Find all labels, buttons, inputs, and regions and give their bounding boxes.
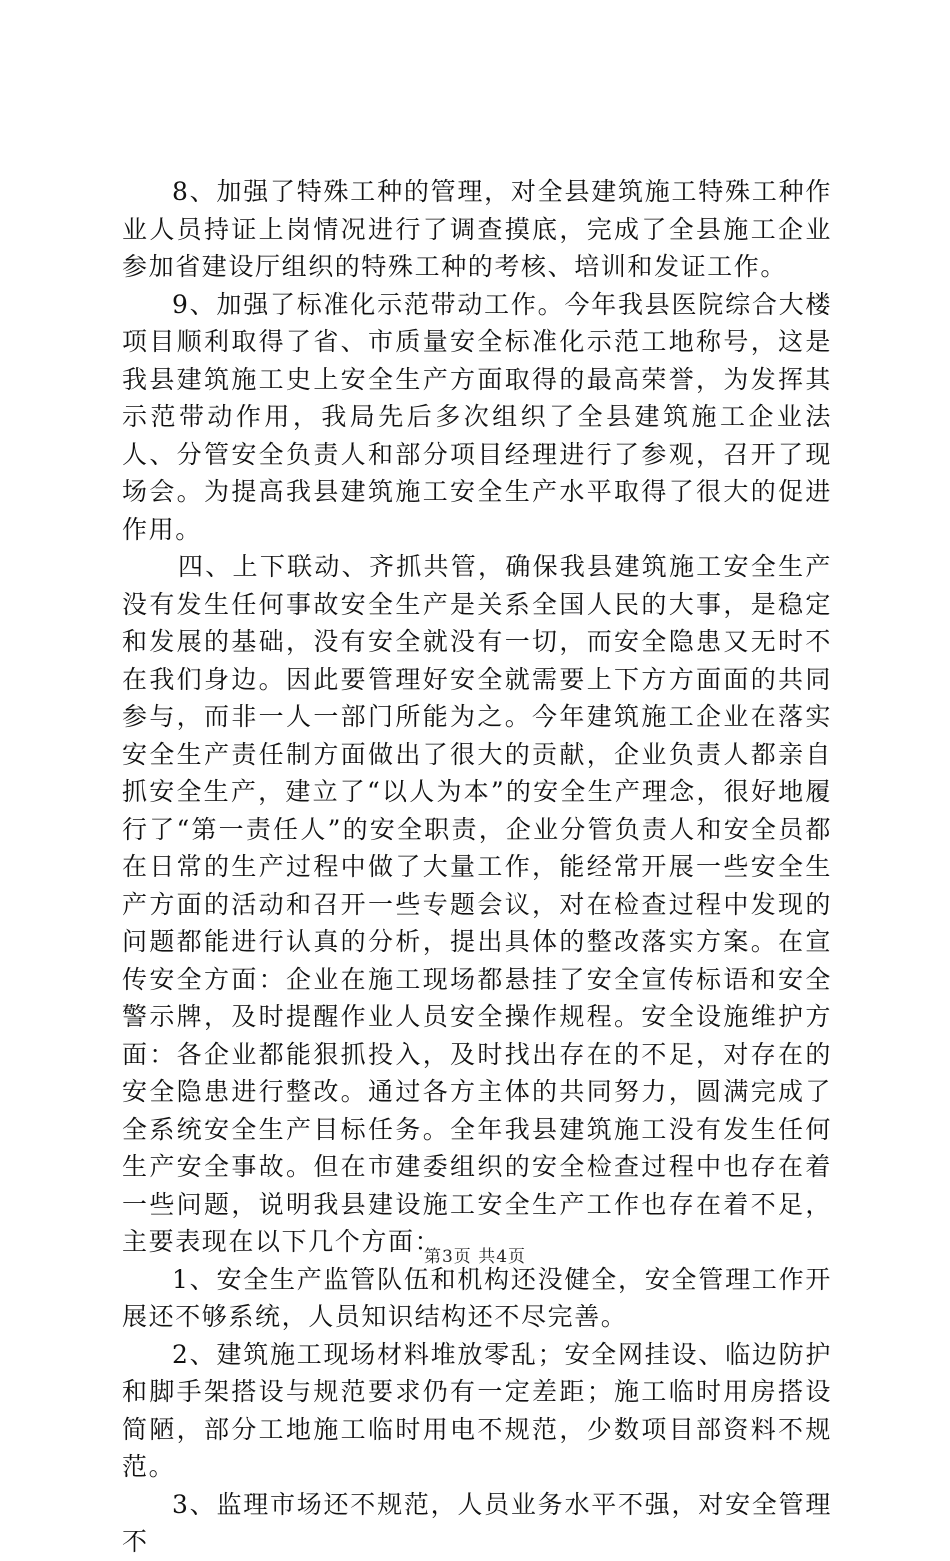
paragraph-section-4: 四、上下联动、齐抓共管，确保我县建筑施工安全生产没有发生任何事故安全生产是关系全国人民的大事，是稳定和发展的基础，没有安全就没有一切，而安全隐患又无时不在我们身边。因此要管理好安全就需要上下方方面面的共同参与，而非一人一部门所能为之。今年建筑施工企业在落实安全生产责任制方面做出了很大的贡献，企业负责人都亲自抓安全生产，建立了“以人为本”的安全生产理念，很好地履行了“第一责任人”的安全职责，企业分管负责人和安全员都在日常的生产过程中做了大量工作，能经常开展一些安全生产方面的活动和召开一些专题会议，对在检查过程中发现的问题都能进行认真的分析，提出具体的整改落实方案。在宣传安全方面：企业在施工现场都悬挂了安全宣传标语和安全警示牌，及时提醒作业人员安全操作规程。安全设施维护方面：各企业都能狠抓投入，及时找出存在的不足，对存在的安全隐患进行整改。通过各方主体的共同努力，圆满完成了全系统安全生产目标任务。全年我县建筑施工没有发生任何生产安全事故。但在市建委组织的安全检查过程中也存在着一些问题，说明我县建设施工安全生产工作也存在着不足，主要表现在以下几个方面： bbox=[122, 552, 832, 1256]
paragraph-issue-3: 3、监理市场还不规范，人员业务水平不强，对安全管理不 bbox=[122, 1489, 832, 1556]
document-body bbox=[122, 173, 832, 1561]
paragraph-item-9: 9、加强了标准化示范带动工作。今年我县医院综合大楼项目顺利取得了省、市质量安全标准化示范工地称号，这是我县建筑施工史上安全生产方面取得的最高荣誉，为发挥其示范带动作用，我局先后多次组织了全县建筑施工企业法人、分管安全负责人和部分项目经理进行了参观，召开了现场会。为提高我县建筑施工安全生产水平取得了很大的促进作用。 bbox=[122, 289, 832, 544]
paragraph-issue-2: 2、建筑施工现场材料堆放零乱；安全网挂设、临边防护和脚手架搭设与规范要求仍有一定差距；施工临时用房搭设简陋，部分工地施工临时用电不规范，少数项目部资料不规范。 bbox=[122, 1339, 832, 1481]
page-number-footer: 第3页 共4页 bbox=[423, 1247, 527, 1267]
paragraph-item-8: 8、加强了特殊工种的管理，对全县建筑施工特殊工种作业人员持证上岗情况进行了调查摸底，完成了全县施工企业参加省建设厅组织的特殊工种的考核、培训和发证工作。 bbox=[122, 177, 832, 281]
paragraph-issue-1: 1、安全生产监管队伍和机构还没健全，安全管理工作开展还不够系统，人员知识结构还不尽完善。 bbox=[122, 1264, 832, 1331]
